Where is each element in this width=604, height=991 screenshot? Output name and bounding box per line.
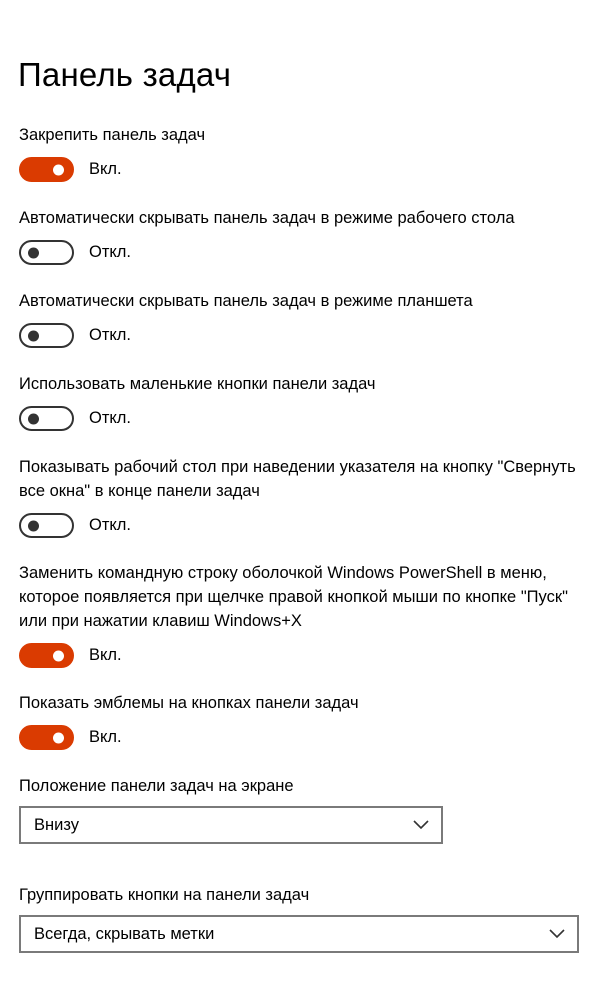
setting-lock-taskbar xyxy=(19,123,589,182)
badges-toggle[interactable] xyxy=(19,725,74,750)
toggle-knob xyxy=(53,650,64,661)
setting-label: Использовать маленькие кнопки панели задач xyxy=(19,375,376,393)
autohide-tablet-toggle[interactable] xyxy=(19,323,74,348)
setting-label: Заменить командную строку оболочкой Windows PowerShell в меню, которое появляется при щелчке правой кнопкой мыши по кнопке "Пуск" или при нажатии клавиш Windows+X xyxy=(19,564,568,630)
toggle-knob xyxy=(28,330,39,341)
toggle-knob xyxy=(28,413,39,424)
grouping-dropdown[interactable] xyxy=(19,915,579,953)
toggle-knob xyxy=(28,520,39,531)
setting-autohide-tablet xyxy=(19,289,589,348)
grouping-label: Группировать кнопки на панели задач xyxy=(19,886,310,904)
setting-powershell xyxy=(19,561,589,668)
page-title: Панель задач xyxy=(18,56,232,93)
toggle-row[interactable] xyxy=(19,157,589,182)
position-label: Положение панели задач на экране xyxy=(19,777,294,795)
toggle-knob xyxy=(53,732,64,743)
position-selected-value: Внизу xyxy=(34,815,79,834)
toggle-row[interactable] xyxy=(19,323,589,348)
toggle-state-text: Откл. xyxy=(89,516,132,534)
position-section xyxy=(19,774,589,798)
toggle-state-text: Вкл. xyxy=(89,646,122,664)
position-dropdown[interactable] xyxy=(19,806,443,844)
toggle-state-text: Откл. xyxy=(89,326,132,344)
setting-label: Автоматически скрывать панель задач в режиме рабочего стола xyxy=(19,209,515,227)
toggle-row[interactable] xyxy=(19,406,589,431)
toggle-state-text: Вкл. xyxy=(89,728,122,746)
setting-badges xyxy=(19,691,589,750)
toggle-row[interactable] xyxy=(19,643,589,668)
toggle-knob xyxy=(53,164,64,175)
autohide-desktop-toggle[interactable] xyxy=(19,240,74,265)
peek-desktop-toggle[interactable] xyxy=(19,513,74,538)
small-buttons-toggle[interactable] xyxy=(19,406,74,431)
grouping-section xyxy=(19,883,589,907)
setting-small-buttons xyxy=(19,372,589,431)
grouping-selected-value: Всегда, скрывать метки xyxy=(34,924,215,943)
toggle-state-text: Откл. xyxy=(89,409,132,427)
lock-taskbar-toggle[interactable] xyxy=(19,157,74,182)
setting-label: Показывать рабочий стол при наведении указателя на кнопку "Свернуть все окна" в конце панели задач xyxy=(19,458,576,500)
toggle-knob xyxy=(28,247,39,258)
setting-autohide-desktop xyxy=(19,206,589,265)
chevron-down-icon xyxy=(549,927,565,939)
toggle-row[interactable] xyxy=(19,513,589,538)
setting-label: Автоматически скрывать панель задач в режиме планшета xyxy=(19,292,473,310)
toggle-state-text: Откл. xyxy=(89,243,132,261)
toggle-state-text: Вкл. xyxy=(89,160,122,178)
chevron-down-icon xyxy=(413,818,429,830)
powershell-toggle[interactable] xyxy=(19,643,74,668)
setting-peek-desktop xyxy=(19,455,589,538)
setting-label: Закрепить панель задач xyxy=(19,126,206,144)
toggle-row[interactable] xyxy=(19,240,589,265)
toggle-row[interactable] xyxy=(19,725,589,750)
setting-label: Показать эмблемы на кнопках панели задач xyxy=(19,694,359,712)
